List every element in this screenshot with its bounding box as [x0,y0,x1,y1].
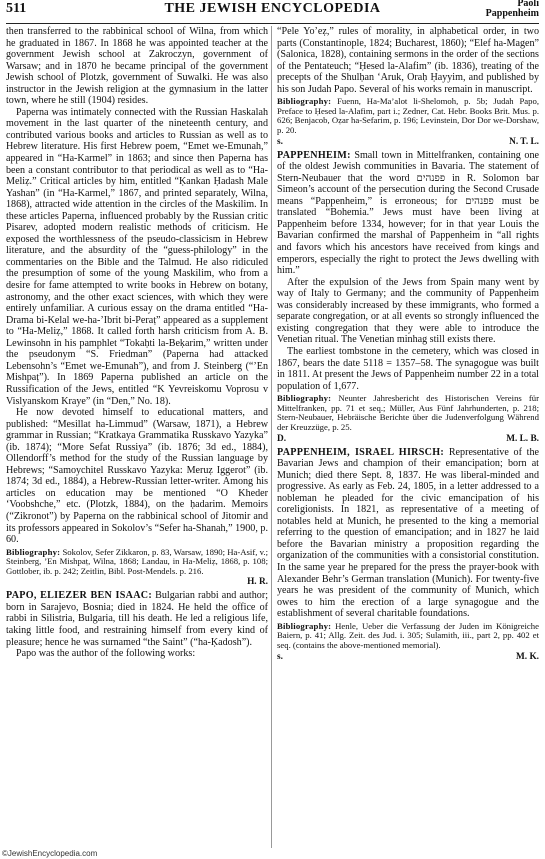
pappenheim-paragraph-2: After the expulsion of the Jews from Spain many went by way of Italy to Germany; and the community of Pappenheim was considerably increased by these immigrants, who formed a separate congregation, or at all events so strongly influenced the existing congregation that they were able to introduce the Venetian ritual. The Venetian minhag still exists there. [277,276,539,346]
pappenheim-text: Small town in Mittelfranken, containing one of the oldest Jewish communities in Bavaria. The statement of Stern-Neubauer that the word פפנהים in R. Solomon bar Simeon’s account of the persecution during the Second Crusade means “Pappenheim,” is erroneous; for פפנהים must be translated “Bohemia.” Jews must have been living at Pappenheim before 1334, however; for in that year Louis the Bavarian confirmed the marshal of Pappenheim in “all rights and favors which his ancestors have received from kings and emperors, especially the right to protect the Jews dwelling with him.” [277,149,539,277]
papo-bibliography: Bibliography: Fuenn, Ha-Ma’alot li-Shelomoh, p. 5b; Judah Papo, Preface to Ḥesed la-Alafim, part i.; Zedner, Cat. Hebr. Books Brit. Mus. p. 626; Benjacob, Oẓar ha-Sefarim, p. 196; Levinstein, Dor Dor we-Dorshaw, p. 20. [277,96,539,136]
papo-text: Bulgarian rabbi and author; born in Sarajevo, Bosnia; died in 1824. He held the office of rabbi in Silistria, Bulgaria, till his death. He led a religious life, taking little food, and restraining himself from every kind of pleasure; hence he was surnamed “the Saint” (“ha-Ḳadosh”). [6,590,268,648]
running-head-line1: Paoli [517,0,539,9]
header-rule [6,23,539,24]
papo-entry [6,590,268,648]
paperna-signature: H. R. [247,577,268,588]
pappenheim-entry [277,150,539,277]
israel-pappenheim-signature: s. M. K. [277,651,539,662]
paperna-paragraph-3: He now devoted himself to educational matters, and published: “Mesillat ha-Limmud” (Warsaw, 1871), a Hebrew grammar in Russian; “Kratkaya Grammatika Russkavo Yazyka” (ib. 1874); “More Sefat Russiya” (ib. 1876; 3d ed., 1884), Ollendorff’s method for the study of the Russian language by Hebrews; “Samoychitel Russkavo Yazyka: Meruẓ Iggerot” (ib. 1874; 3d ed., 1884), a Hebrew-Russian letter-writer. Among his articles on education may be mentioned “O Kheder ‘Voobshche,” etc. (Plotzk, 1884), on the ḥadarim. Memoirs (“Zikronot”) by Paperna on the rabbinical school of Jitomir and its professors appeared in Sokolov’s “Sefer ha-Shanah,” 1900, p. 60. [6,407,268,546]
pappenheim-paragraph-3: The earliest tombstone in the cemetery, which was closed in 1867, bears the date 5118 = 1357–58. The synagogue was built in 1811. At present the Jews of Pappenheim number 22 in a total population of 1,677. [277,345,539,392]
page-header [6,0,539,24]
pappenheim-bibliography: Bibliography: Neunter Jahresbericht des Historischen Vereins für Mittelfranken, pp. 71 et seq.; Müller, Aus Fünf Jahrhunderten, p. 218; Stern-Neubauer, Hebräische Berichte über die Judenverfolgung Während der Kreuzzüge, p. 25. [277,393,539,432]
left-column [6,26,268,660]
israel-pappenheim-text: Representative of the Bavarian Jews and champion of their emancipation; born at Munich; died there Sept. 8, 1837. He was liberal-minded and progressive. As early as Feb. 24, 1805, in a letter addressed to a nobleman he pleaded for the civic emancipation of his coreligionists. In 1821, as representative of a meeting of notables held at Munich, he presented to the king a memorial referring to the question of emancipation; and in 1827 he laid before the Bavarian ministry a proposition regarding the organization of the communities with a consistorial constitution. In the same year he prepared for the press the prayer-book with Alexander Behr’s German translation (Munich). For twenty-five years he was president of the community of Munich, which owes to him the erection of a large synagogue and the establishment of several charitable foundations. [277,446,539,620]
paperna-paragraph-2: Paperna was intimately connected with the Russian Haskalah movement in the last quarter of the nineteenth century, and contributed various books and articles to Russian as well as to Hebrew literature. His first Hebrew poem, “Emet we-Emunah,” appeared in “Ha-Karmel” in 1863; and since then Paperna has been a constant contributor to that periodical as well as to “Ha-Meliẓ.” Critical articles by him, entitled “Ḳankan Ḥadash Male Yashan” (in “Ha-Karmel,” 1867, and printed separately, Wilna, 1868), attracted wide attention in the circles of the Maskilim. In these articles Paperna, influenced probably by the Russian critic Pisarev, adopted modern realistic methods of criticism. He exposed the worthlessness of the pseudo-classicism in Hebrew literature, and the absurdity of the “guess-philology” in the commentaries on the Bible and the Talmud. He also ridiculed the presumption of some of the young Maskilim, who from a desire for fame attempted to write books in Hebrew on botany, astronomy, and the other exact sciences, with which they were entirely unfamiliar. A curious essay on the drama entitled “Ha-Drama bi-Kelal we-ha-’Ibrit bi-Peraṭ” appeared as a supplement to “Ha-Meliẓ,” 1868. It called forth harsh criticism from A. B. Lewinsohn in his pamphlet “Tokaḥti la-Beḳarim,” written under the pseudonym “S. Friedman” (Paperna had attacked Lebensohn’s “Emet we-Emunah”), and from J. Steinberg (“’En Mishpaṭ”). In 1869 Paperna published an article on the Russification of the Jews, entitled “K Yevreiskomu Voprosu v Vislyanskom Kraye” (in “Den,” No. 18). [6,106,268,407]
page-number: 511 [6,1,27,16]
paperna-paragraph-1: then transferred to the rabbinical school of Wilna, from which he graduated in 1867. In 1868 he was appointed teacher at the government Jewish school at Zakroczyn, government of Warsaw; and in 1870 he became principal of the government Jewish school of Plotzk, government of Suwalki. He was also instructor in the Jewish religion at the gymnasium in the latter town, where he still (1904) resides. [6,26,268,107]
papo-signature: s. N. T. L. [277,136,539,147]
running-head [486,0,539,19]
papo-title: PAPO, ELIEZER BEN ISAAC: [6,590,153,602]
copyright-footer: ©JewishEncyclopedia.com [2,849,98,858]
israel-pappenheim-bibliography: Bibliography: Henle, Ueber die Verfassung der Juden im Königreiche Baiern, p. 41; Allg. Zeit. des Jud. i. 305; Sulamith, iii., part 2, pp. 402 et seq. (contains the above-mentioned memorial). [277,620,539,650]
column-divider [271,26,272,848]
papo-works-paragraph: “Pele Yo’eẓ,” rules of morality, in alphabetical order, in two parts (Constantinople, 1824; Bucharest, 1860); “Elef ha-Magen” (Salonica, 1828), containing sermons in the order of the sections of the Pentateuch; “Ḥesed la-Alafim” (ib. 1836), treating of the precepts of the Shulḥan ‘Aruk, Oraḥ Ḥayyim, and published by his son Judah Papo. Several of his works remain in manuscript. [277,26,539,95]
running-title: THE JEWISH ENCYCLOPEDIA [164,1,381,16]
israel-pappenheim-entry [277,447,539,620]
pappenheim-signature: D. M. L. B. [277,433,539,444]
running-head-line2: Pappenheim [485,8,539,19]
right-column [277,26,539,665]
bibliography-label: Bibliography: [6,546,61,557]
israel-pappenheim-title: PAPPENHEIM, ISRAEL HIRSCH: [277,446,445,458]
bibliography-text: Sokolov, Sefer Zikkaron, p. 83, Warsaw, 1890; Ha-Asif, v.; Steinberg, ’En Mishpaṭ, Wilna, 1868; Landau, in Ha-Meliẓ, 1868, p. 108; Gottlober, ib. p. 242; Zeitlin, Bibl. Post-Mendels. p. 216. [6,546,268,576]
paperna-bibliography [6,548,268,577]
pappenheim-title: PAPPENHEIM: [277,149,351,161]
papo-text-2: Papo was the author of the following works: [16,648,196,660]
